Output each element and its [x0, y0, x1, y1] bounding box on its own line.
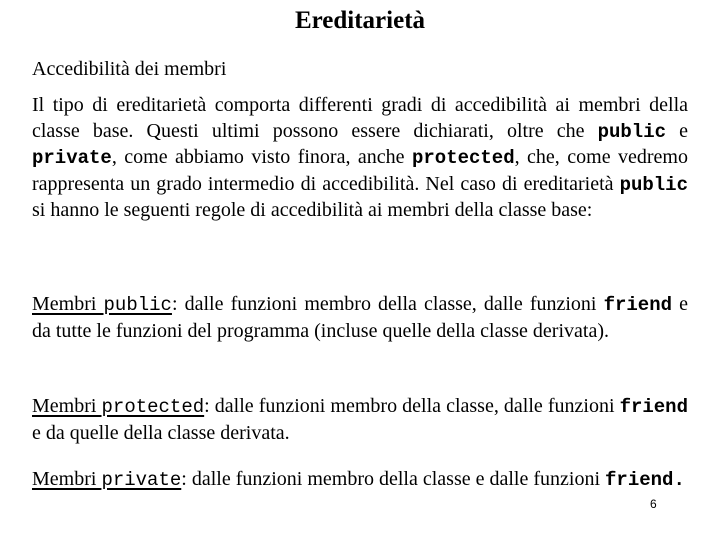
- rule-private-label: Membri: [32, 468, 102, 490]
- keyword-friend-3: friend: [605, 469, 674, 491]
- intro-text-1: Il tipo di ereditarietà comporta differenti gradi di accedibilità ai membri della classe base. Questi ultimi possono essere dichiarati, oltre che: [32, 94, 688, 142]
- rule-private-paragraph: [32, 467, 688, 494]
- rule-private-text-1: : dalle funzioni membro della classe e dalle funzioni: [181, 468, 606, 490]
- rule-public-heading: [32, 293, 172, 315]
- rule-public-paragraph: [32, 292, 688, 344]
- rule-public-label: Membri: [32, 293, 104, 315]
- keyword-protected: protected: [411, 147, 515, 169]
- page-number: 6: [650, 497, 657, 511]
- rule-protected-keyword: protected: [101, 396, 205, 418]
- keyword-public-2: public: [619, 173, 688, 196]
- rule-public-text-1: : dalle funzioni membro della classe, dalle funzioni: [171, 293, 604, 315]
- keyword-private: private: [32, 147, 112, 169]
- rule-protected-text-1: : dalle funzioni membro della classe, dalle funzioni: [204, 395, 620, 417]
- rule-protected-paragraph: [32, 394, 688, 446]
- rule-private-heading: [32, 468, 181, 490]
- rule-protected-text-2: e da quelle della classe derivata.: [32, 421, 290, 444]
- rule-private-text-2: .: [673, 469, 685, 491]
- intro-text-5: si hanno le seguenti regole di accedibilità ai membri della classe base:: [32, 199, 593, 221]
- intro-text-4: , che, come vedremo rappresenta un grado intermedio di accedibilità. Nel caso di ereditarietà: [32, 146, 688, 195]
- rule-protected-label: Membri: [32, 395, 102, 417]
- intro-text-2: e: [666, 119, 688, 142]
- keyword-friend-1: friend: [603, 294, 673, 316]
- slide-title: Ereditarietà: [294, 7, 426, 34]
- keyword-friend-2: friend: [619, 396, 688, 418]
- subtitle-text: Accedibilità dei membri: [32, 58, 227, 80]
- keyword-public: public: [597, 120, 667, 143]
- rule-public-text-2: e da tutte le funzioni del programma (incluse quelle della classe derivata).: [32, 293, 688, 342]
- intro-paragraph: [32, 93, 688, 224]
- slide-subtitle: [32, 57, 226, 83]
- rule-protected-heading: [32, 395, 204, 417]
- intro-text-3: , come abbiamo visto finora, anche: [111, 146, 412, 168]
- rule-public-keyword: public: [103, 294, 172, 316]
- rule-private-keyword: private: [101, 469, 182, 491]
